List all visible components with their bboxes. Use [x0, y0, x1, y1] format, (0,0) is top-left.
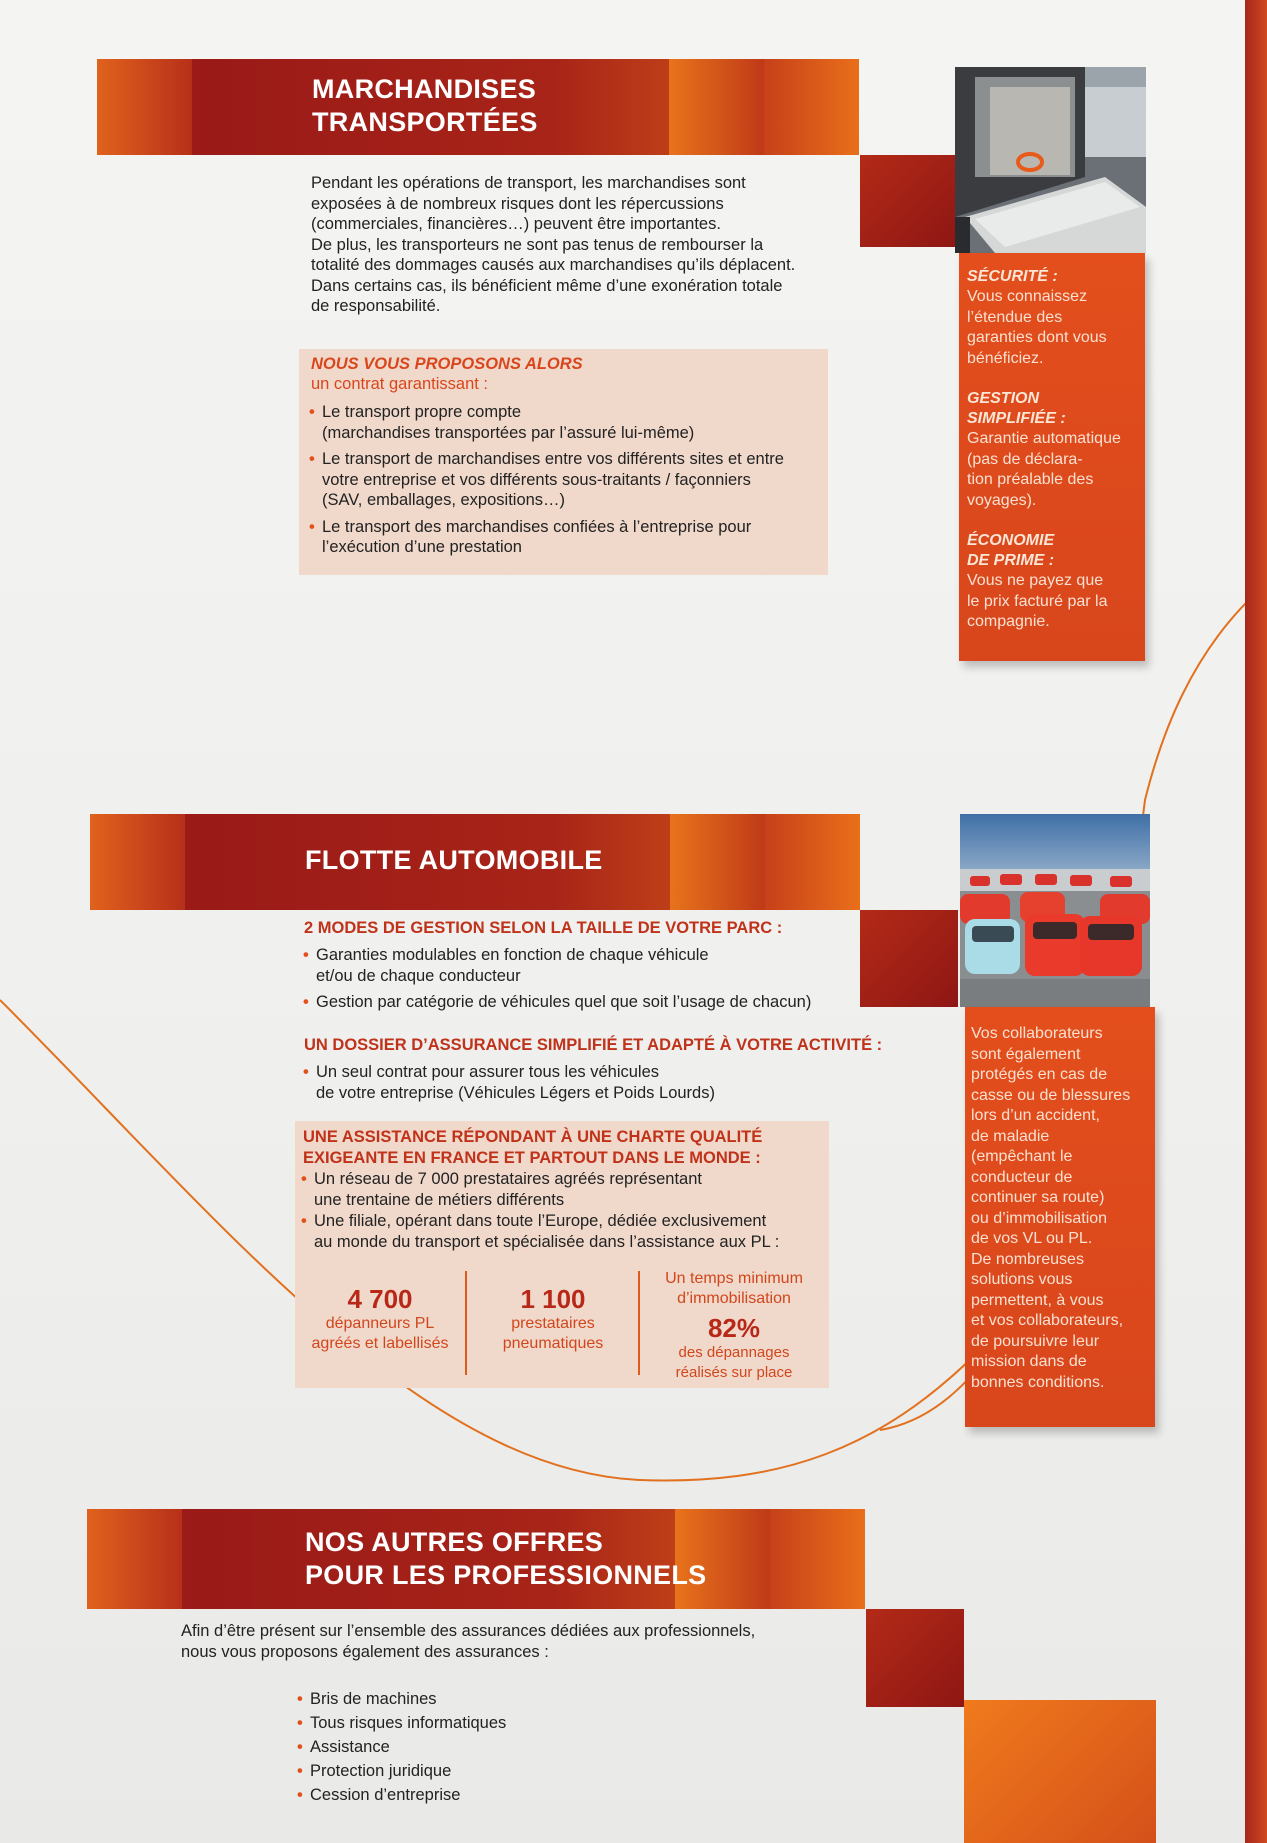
stat-prestataires — [470, 1284, 636, 1354]
page-edge — [1245, 0, 1267, 1843]
decor-square — [866, 1609, 964, 1707]
list-item: • Un seul contrat pour assurer tous les véhicules de votre entreprise (Véhicules Légers et Poids Lourds) — [303, 1062, 863, 1103]
decor-square — [860, 155, 958, 247]
list-item: • Le transport propre compte (marchandises transportées par l’assuré lui-même) — [309, 402, 819, 443]
assistance-list — [301, 1169, 821, 1258]
fleet-sidebar-text: Vos collaborateurs sont également protégés en cas de casse ou de blessures lors d’un accident, de maladie (empêchant le conducteur de continuer sa route) ou d’immobilisation de vos VL ou PL. De nombreuses solutions vous permettent, à vous et vos collaborateurs, de poursuivre leur mission dans de bonnes conditions. — [971, 1025, 1131, 1391]
stat-immobilisation — [643, 1269, 825, 1383]
list-item: • Bris de machines — [297, 1689, 697, 1710]
list-item: • Le transport de marchandises entre vos différents sites et entre votre entreprise et vos différents sous-traitants / façonniers (SAV, emballages, expositions…) — [309, 449, 819, 511]
dossier-list — [303, 1062, 863, 1109]
section-heading: UN DOSSIER D’ASSURANCE SIMPLIFIÉ ET ADAPTÉ À VOTRE ACTIVITÉ : — [304, 1036, 883, 1054]
offer-list — [309, 402, 819, 564]
section-title: NOS AUTRES OFFRES POUR LES PROFESSIONNELS — [305, 1527, 707, 1590]
benefit-text: Garantie automatique (pas de déclara- tion préalable des voyages). — [967, 430, 1121, 509]
offer-box-title: NOUS VOUS PROPOSONS ALORS — [311, 355, 583, 373]
list-item: • Le transport des marchandises confiées à l’entreprise pour l’exécution d’une prestation — [309, 517, 819, 558]
fleet-photo — [960, 814, 1150, 1007]
offers-list — [297, 1689, 697, 1809]
assistance-box — [295, 1121, 829, 1388]
modes-list — [303, 945, 863, 1019]
list-item: • Cession d’entreprise — [297, 1785, 697, 1806]
benefits-sidebar — [959, 253, 1145, 661]
list-item: • Assistance — [297, 1737, 697, 1758]
list-item: • Tous risques informatiques — [297, 1713, 697, 1734]
benefit-heading: GESTION SIMPLIFIÉE : — [967, 390, 1066, 427]
section-banner-flotte — [90, 814, 860, 910]
section-title: FLOTTE AUTOMOBILE — [305, 845, 603, 875]
stat-label: dépanneurs PL agréés et labellisés — [311, 1315, 449, 1352]
section-title: MARCHANDISES TRANSPORTÉES — [312, 74, 538, 137]
stat-label: prestataires pneumatiques — [502, 1315, 604, 1352]
fleet-image-illustration — [960, 814, 1150, 1007]
assistance-heading: UNE ASSISTANCE RÉPONDANT À UNE CHARTE QUALITÉ EXIGEANTE EN FRANCE ET PARTOUT DANS LE MONDE : — [303, 1128, 763, 1167]
section-banner-autres-offres — [87, 1509, 865, 1609]
stat-pre-label: Un temps minimum d’immobilisation — [665, 1270, 803, 1307]
list-item: • Un réseau de 7 000 prestataires agréés représentant une trentaine de métiers différents — [301, 1169, 821, 1210]
stat-number: 1 100 — [520, 1284, 586, 1314]
stat-depanneurs — [297, 1284, 463, 1354]
benefit-text: Vous ne payez que le prix facturé par la compagnie. — [967, 572, 1108, 630]
list-item: • Garanties modulables en fonction de chaque véhicule et/ou de chaque conducteur — [303, 945, 863, 986]
stat-number: 82% — [707, 1313, 761, 1343]
truck-image-illustration — [955, 67, 1146, 253]
benefit-heading: ÉCONOMIE DE PRIME : — [967, 532, 1055, 569]
stat-label: des dépannages réalisés sur place — [675, 1344, 793, 1381]
list-item: • Une filiale, opérant dans toute l’Europe, dédiée exclusivement au monde du transport et spécialisée dans l’assistance aux PL : — [301, 1211, 821, 1252]
intro-paragraph: Afin d’être présent sur l’ensemble des assurances dédiées aux professionnels, nous vous proposons également des assurances : — [181, 1622, 756, 1661]
stat-number: 4 700 — [347, 1284, 413, 1314]
stat-divider — [638, 1271, 640, 1375]
intro-paragraph: Pendant les opérations de transport, les marchandises sont exposées à de nombreux risques dont les répercussions (commerciales, financières…) peuvent être importantes. De plus, les transporteurs ne sont pas tenus de rembourser la totalité des dommages causés aux marchandises qu’ils déplacent. Dans certains cas, ils bénéficient même d’une exonération totale de responsabilité. — [311, 174, 796, 315]
benefit-heading: SÉCURITÉ : — [967, 268, 1058, 285]
section-banner-marchandises — [97, 59, 859, 155]
truck-photo — [955, 67, 1146, 253]
fleet-sidebar — [965, 1007, 1155, 1427]
section-heading: 2 MODES DE GESTION SELON LA TAILLE DE VOTRE PARC : — [304, 919, 783, 937]
benefit-text: Vous connaissez l’étendue des garanties dont vous bénéficiez. — [967, 288, 1107, 367]
offer-box-subtitle: un contrat garantissant : — [311, 375, 489, 393]
decor-square-orange — [964, 1700, 1156, 1843]
stat-divider — [465, 1271, 467, 1375]
offer-box — [299, 349, 828, 575]
list-item: • Protection juridique — [297, 1761, 697, 1782]
decor-square — [860, 910, 958, 1007]
list-item: • Gestion par catégorie de véhicules quel que soit l’usage de chacun) — [303, 992, 863, 1013]
